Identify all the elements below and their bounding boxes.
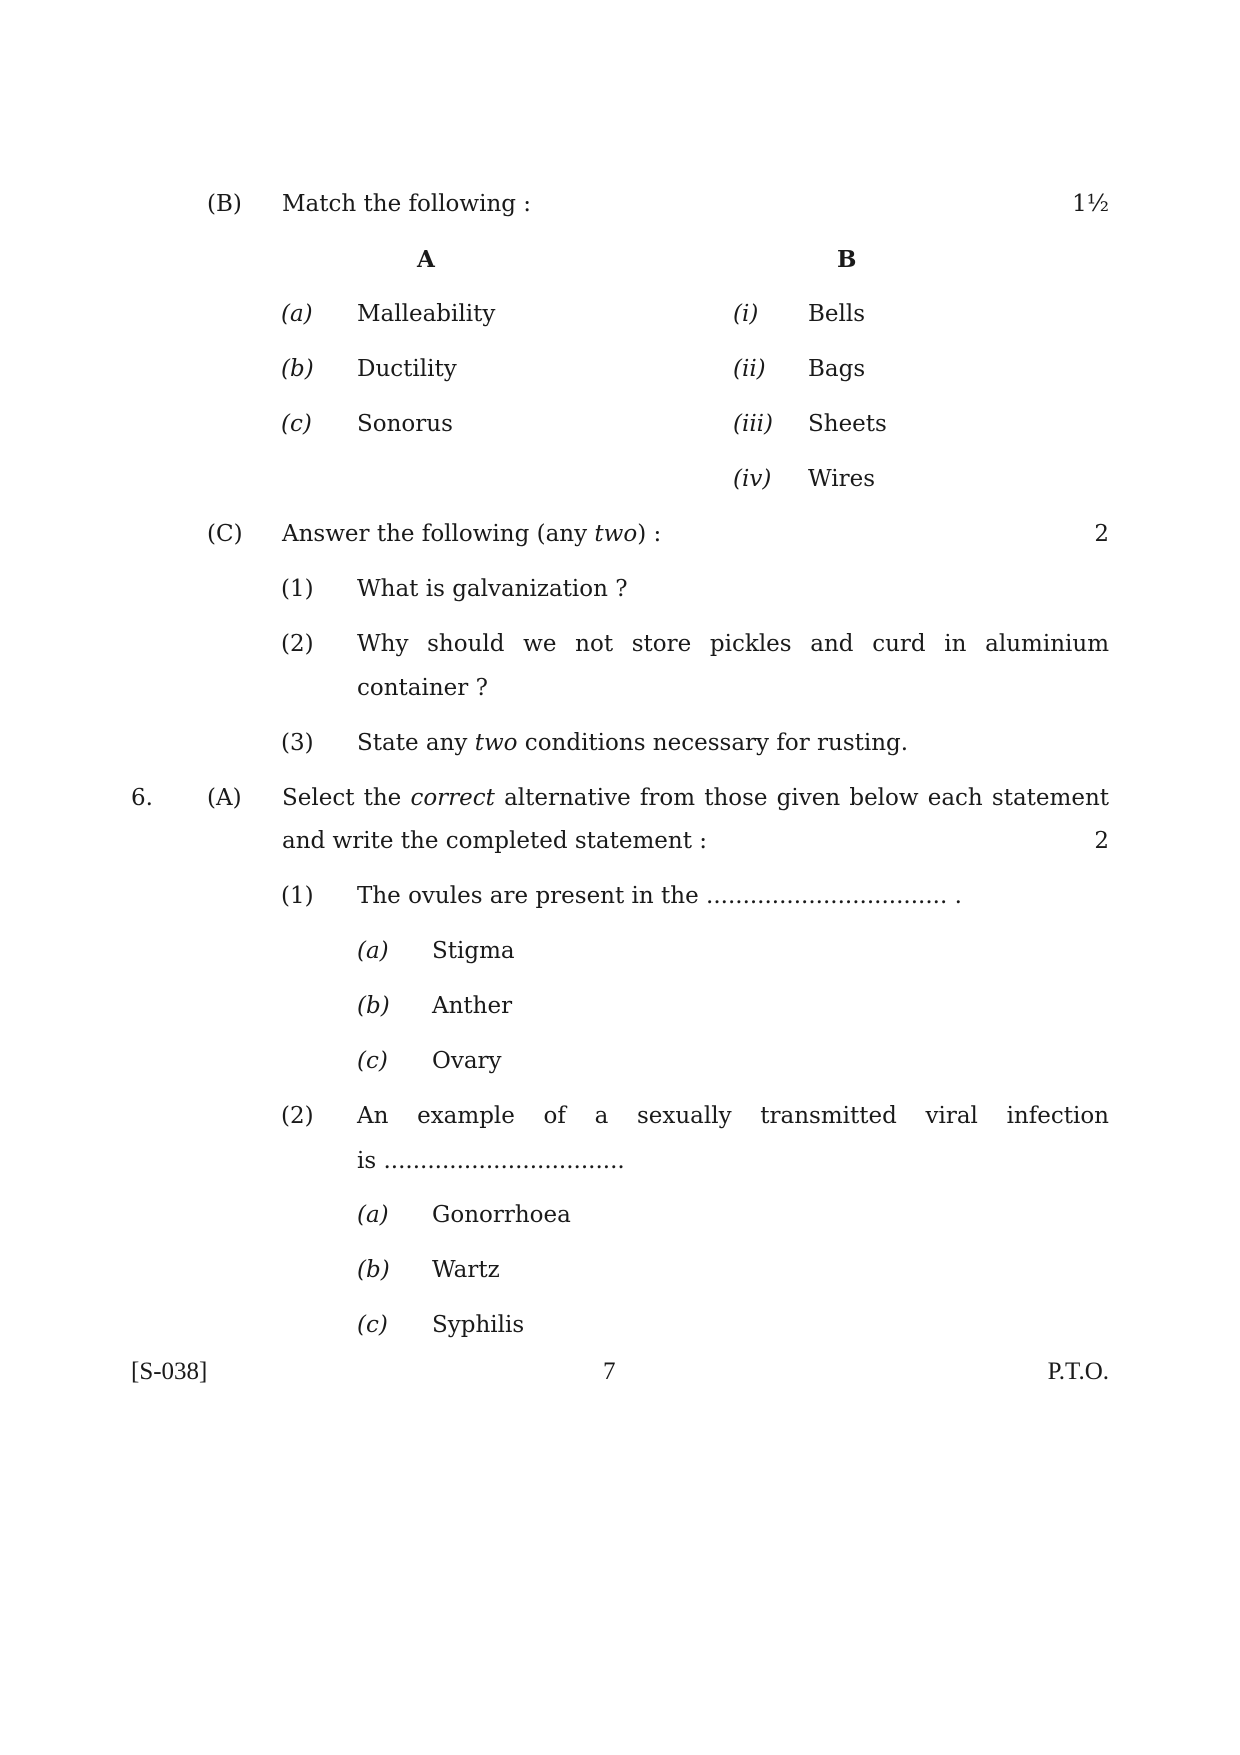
col-a-tag: (b) bbox=[281, 356, 314, 382]
select-instruction-cont: and write the completed statement : bbox=[282, 828, 708, 854]
col-a-tag: (a) bbox=[281, 301, 313, 327]
option-text: Wartz bbox=[432, 1257, 500, 1283]
col-b-item: Sheets bbox=[808, 411, 887, 437]
question-text-cont: is ................................. bbox=[357, 1148, 625, 1174]
item-number: (1) bbox=[281, 883, 314, 909]
col-a-tag: (c) bbox=[281, 411, 312, 437]
col-b-item: Wires bbox=[808, 466, 876, 492]
col-b-tag: (i) bbox=[733, 301, 759, 327]
question-label-b: (B) bbox=[207, 191, 242, 217]
select-instruction: Select the correct alternative from those given below each statement bbox=[282, 785, 1109, 811]
column-b-header: B bbox=[837, 246, 857, 273]
paper-code: [S-038] bbox=[131, 1358, 208, 1385]
column-a-header: A bbox=[417, 246, 435, 273]
question-label-c: (C) bbox=[207, 521, 243, 547]
option-tag: (c) bbox=[357, 1312, 388, 1338]
option-text: Ovary bbox=[432, 1048, 502, 1074]
option-tag: (b) bbox=[357, 993, 390, 1019]
question-number: 6. bbox=[131, 785, 153, 811]
item-number: (2) bbox=[281, 631, 314, 657]
marks-b: 1½ bbox=[1072, 191, 1109, 217]
col-b-item: Bags bbox=[808, 356, 866, 382]
option-tag: (a) bbox=[357, 938, 389, 964]
question-text: What is galvanization ? bbox=[357, 576, 628, 602]
col-a-item: Ductility bbox=[357, 356, 457, 382]
question-text: An example of a sexually transmitted viral infection bbox=[357, 1103, 1109, 1129]
question-text: State any two conditions necessary for rusting. bbox=[357, 730, 909, 756]
item-number: (1) bbox=[281, 576, 314, 602]
answer-instruction: Answer the following (any two) : bbox=[282, 521, 662, 547]
col-b-tag: (iv) bbox=[733, 466, 772, 492]
option-tag: (c) bbox=[357, 1048, 388, 1074]
item-number: (2) bbox=[281, 1103, 314, 1129]
question-text-cont: container ? bbox=[357, 675, 488, 701]
option-text: Gonorrhoea bbox=[432, 1202, 571, 1228]
col-b-item: Bells bbox=[808, 301, 866, 327]
page-number: 7 bbox=[603, 1358, 616, 1385]
question-text: Why should we not store pickles and curd in aluminium bbox=[357, 631, 1109, 657]
col-b-tag: (ii) bbox=[733, 356, 766, 382]
col-b-tag: (iii) bbox=[733, 411, 774, 437]
option-tag: (b) bbox=[357, 1257, 390, 1283]
option-text: Syphilis bbox=[432, 1312, 525, 1338]
question-label-a: (A) bbox=[207, 785, 242, 811]
marks-6a: 2 bbox=[1094, 828, 1109, 854]
item-number: (3) bbox=[281, 730, 314, 756]
question-text: The ovules are present in the ................................. . bbox=[357, 883, 962, 909]
match-instruction: Match the following : bbox=[282, 191, 532, 217]
marks-c: 2 bbox=[1094, 521, 1109, 547]
option-text: Anther bbox=[432, 993, 513, 1019]
col-a-item: Sonorus bbox=[357, 411, 453, 437]
option-tag: (a) bbox=[357, 1202, 389, 1228]
col-a-item: Malleability bbox=[357, 301, 496, 327]
option-text: Stigma bbox=[432, 938, 515, 964]
pto-label: P.T.O. bbox=[1047, 1358, 1109, 1385]
